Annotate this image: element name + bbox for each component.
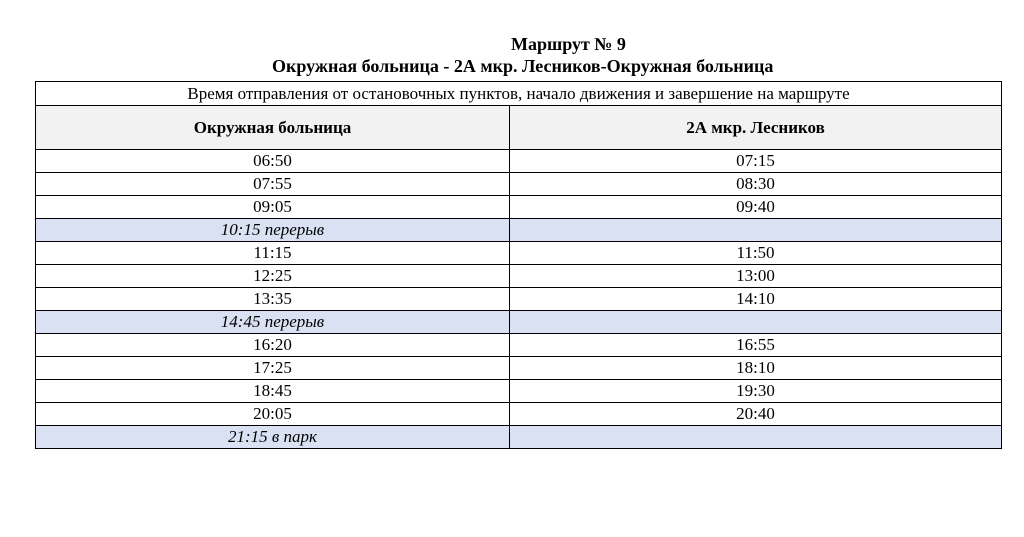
table-row xyxy=(36,265,1002,288)
cell-okruzhnaya-bolnitsa: 13:35 xyxy=(36,288,510,311)
table-row-break xyxy=(36,426,1002,449)
cell-2a-mkr-lesnikov: 18:10 xyxy=(510,357,1002,380)
cell-2a-mkr-lesnikov: 13:00 xyxy=(510,265,1002,288)
cell-2a-mkr-lesnikov: 11:50 xyxy=(510,242,1002,265)
cell-2a-mkr-lesnikov: 08:30 xyxy=(510,173,1002,196)
table-row-break xyxy=(36,219,1002,242)
table-row xyxy=(36,403,1002,426)
table-row xyxy=(36,288,1002,311)
table-header-row xyxy=(36,106,1002,150)
cell-2a-mkr-lesnikov: 09:40 xyxy=(510,196,1002,219)
schedule-table xyxy=(35,81,1002,449)
cell-okruzhnaya-bolnitsa: 10:15 перерыв xyxy=(36,219,510,242)
cell-okruzhnaya-bolnitsa: 16:20 xyxy=(36,334,510,357)
column-header-2a-mkr-lesnikov: 2А мкр. Лесников xyxy=(510,106,1002,150)
cell-okruzhnaya-bolnitsa: 11:15 xyxy=(36,242,510,265)
table-caption-row xyxy=(36,82,1002,106)
cell-okruzhnaya-bolnitsa: 17:25 xyxy=(36,357,510,380)
cell-okruzhnaya-bolnitsa: 09:05 xyxy=(36,196,510,219)
cell-2a-mkr-lesnikov: 07:15 xyxy=(510,150,1002,173)
column-header-okruzhnaya-bolnitsa: Окружная больница xyxy=(36,106,510,150)
cell-okruzhnaya-bolnitsa: 12:25 xyxy=(36,265,510,288)
schedule-table-body xyxy=(36,82,1002,449)
cell-2a-mkr-lesnikov: 14:10 xyxy=(510,288,1002,311)
cell-okruzhnaya-bolnitsa: 18:45 xyxy=(36,380,510,403)
table-row xyxy=(36,173,1002,196)
cell-2a-mkr-lesnikov xyxy=(510,311,1002,334)
cell-2a-mkr-lesnikov xyxy=(510,219,1002,242)
table-row xyxy=(36,357,1002,380)
cell-2a-mkr-lesnikov: 19:30 xyxy=(510,380,1002,403)
cell-2a-mkr-lesnikov: 20:40 xyxy=(510,403,1002,426)
cell-okruzhnaya-bolnitsa: 20:05 xyxy=(36,403,510,426)
route-title: Маршрут № 9 xyxy=(511,34,626,54)
route-subtitle: Окружная больница - 2А мкр. Лесников-Окружная больница xyxy=(272,56,774,76)
table-row xyxy=(36,242,1002,265)
table-row xyxy=(36,380,1002,403)
cell-okruzhnaya-bolnitsa: 07:55 xyxy=(36,173,510,196)
cell-okruzhnaya-bolnitsa: 14:45 перерыв xyxy=(36,311,510,334)
table-row xyxy=(36,196,1002,219)
cell-okruzhnaya-bolnitsa: 06:50 xyxy=(36,150,510,173)
cell-2a-mkr-lesnikov xyxy=(510,426,1002,449)
table-row xyxy=(36,334,1002,357)
cell-2a-mkr-lesnikov: 16:55 xyxy=(510,334,1002,357)
table-caption: Время отправления от остановочных пунктов, начало движения и завершение на маршруте xyxy=(36,82,1002,106)
table-row xyxy=(36,150,1002,173)
cell-okruzhnaya-bolnitsa: 21:15 в парк xyxy=(36,426,510,449)
table-row-break xyxy=(36,311,1002,334)
